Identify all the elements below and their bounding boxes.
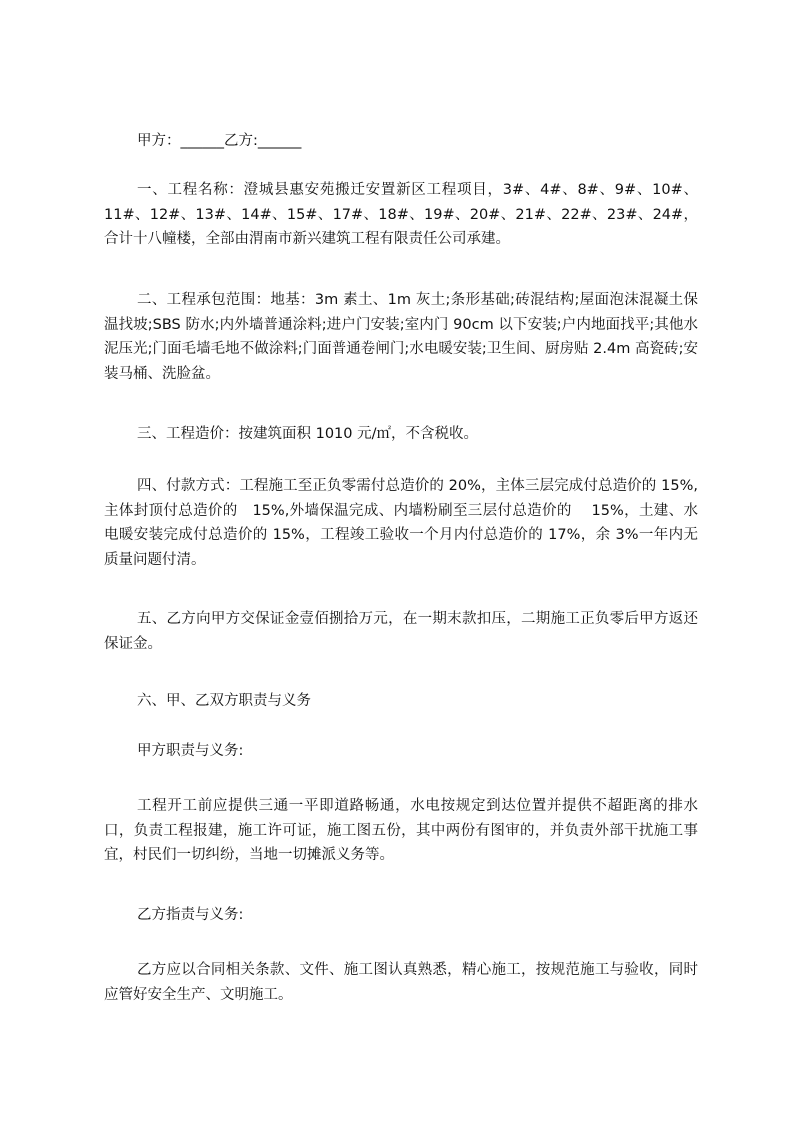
clause-4-payment: 四、付款方式：工程施工至正负零需付总造价的 20%，主体三层完成付总造价的 15%,主体封顶付总造价的 15%,外墙保温完成、内墙粉刷至三层付总造价的 15%，土建、水电暖安装完成付总造价的 15%，工程竣工验收一个月内付总造价的 17%，余 3%一年内无质量问题付清。 (104, 478, 698, 568)
clause-1-project-name: 一、工程名称：澄城县惠安苑搬迁安置新区工程项目，3#、4#、8#、9#、10#、11#、12#、13#、14#、15#、17#、18#、19#、20#、21#、22#、23#、24#，合计十八幢楼，全部由渭南市新兴建筑工程有限责任公司承建。 (104, 182, 698, 247)
parties-line: 甲方：______乙方:______ (137, 133, 302, 149)
clause-5-deposit: 五、乙方向甲方交保证金壹佰捌拾万元，在一期末款扣压，二期施工正负零后甲方返还保证金。 (104, 611, 698, 652)
party-a-duties-title: 甲方职责与义务: (137, 743, 244, 759)
party-a-duties-text: 工程开工前应提供三通一平即道路畅通，水电按规定到达位置并提供不超距离的排水口，负责工程报建，施工许可证，施工图五份，其中两份有图审的，并负责外部干扰施工事宜，村民们一切纠纷，当地一切摊派义务等。 (104, 798, 698, 863)
clause-3-cost: 三、工程造价：按建筑面积 1010 元/㎡，不含税收。 (137, 426, 479, 442)
clause-2-scope: 二、工程承包范围：地基：3m 素土、1m 灰土;条形基础;砖混结构;屋面泡沫混凝土保温找坡;SBS 防水;内外墙普通涂料;进户门安装;室内门 90cm 以下安装;户内地面找平;其他水泥压光;门面毛墙毛地不做涂料;门面普通卷闸门;水电暖安装;卫生间、厨房贴 2.4m 高瓷砖;安装马桶、洗脸盆。 (104, 292, 698, 382)
party-b-duties-title: 乙方指责与义务: (137, 907, 244, 923)
party-b-duties-text: 乙方应以合同相关条款、文件、施工图认真熟悉，精心施工，按规范施工与验收，同时应管好安全生产、文明施工。 (104, 962, 698, 1003)
clause-6-title: 六、甲、乙双方职责与义务 (137, 693, 311, 709)
